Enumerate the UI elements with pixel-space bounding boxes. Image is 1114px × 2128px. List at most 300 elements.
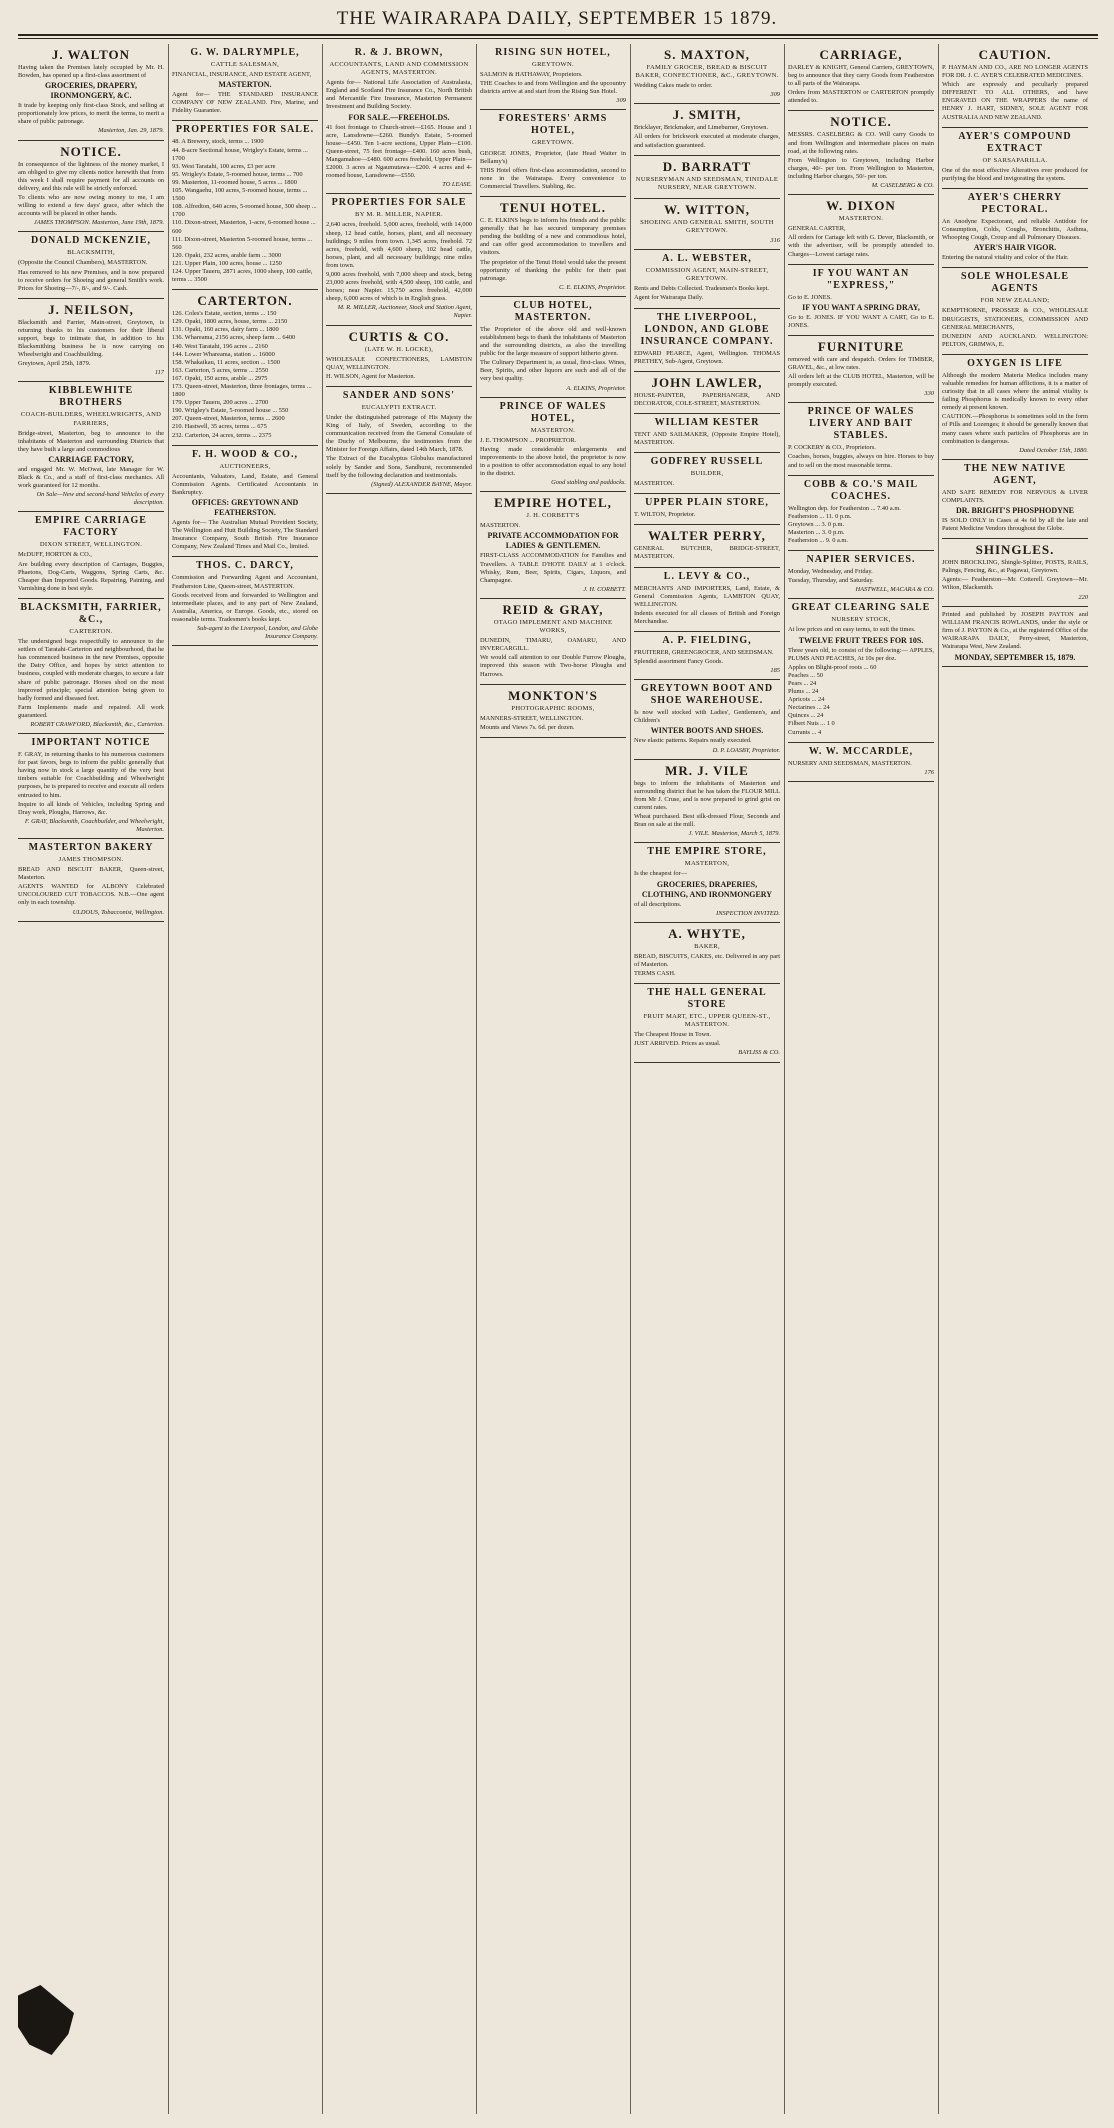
ad-body: Go to E. JONES. IF YOU WANT A CART, Go to E. JONES. (788, 313, 934, 329)
ad-subtitle: CARTERTON. (69, 627, 113, 635)
ad-title: IMPORTANT NOTICE (31, 737, 151, 749)
ad-heading: MASTERTON. (218, 80, 272, 90)
advertisement (634, 843, 780, 922)
ad-signature: 176 (924, 768, 934, 776)
ad-body: FRUITERER, GREENGROCER, AND SEEDSMAN. (634, 649, 774, 656)
column-divider (322, 44, 323, 2114)
ad-body: Monday, Wednesday, and Friday. (788, 568, 873, 576)
advertisement (480, 492, 626, 599)
advertisement (788, 403, 934, 475)
advertisement (788, 743, 934, 782)
ad-body: The proprietor of the Tenui Hotel would take the present opportunity of thanking the public for their past patronage. (480, 258, 626, 282)
ad-body: All orders left at the CLUB HOTEL, Masterton, will be promptly executed. (788, 373, 934, 389)
masthead-title: THE WAIRARAPA DAILY, SEPTEMBER 15 1879. (336, 8, 778, 29)
advertisement (18, 299, 164, 383)
ad-signature: On Sale—New and second-hand Vehicles of every description. (36, 491, 164, 507)
ad-price-list (788, 664, 934, 737)
masthead-rule-thin (18, 38, 1098, 39)
ad-body: JUST ARRIVED. Prices as usual. (634, 1040, 721, 1048)
ad-signature: Sub-agent to the Liverpool, London, and Globe Insurance Company. (196, 624, 318, 641)
ad-signature: TO LEASE. (442, 181, 472, 189)
ad-subtitle: DIXON STREET, WELLINGTON. (39, 541, 143, 549)
ad-body: From Wellington to Greytown, including Harbor charges, 40/- per ton. From Wellington to Masterton, including Harbor charges, 50/- per ton. (788, 156, 934, 180)
ad-signature: Dated October 15th, 1880. (1019, 446, 1088, 454)
advertisement (480, 599, 626, 685)
ad-title: A. P. FIELDING, (662, 635, 752, 646)
ad-list-item: 99. Masterton, 11-roomed house, 5 acres ... 1800 (172, 178, 297, 186)
advertisement (634, 680, 780, 759)
ad-subtitle: NURSERY STOCK, (831, 616, 891, 624)
ad-title: L. LEVY & CO., (663, 570, 751, 582)
ad-list-item: 110. Dixon-street, Masterton, 1-acre, 6-roomed house ... 600 (172, 219, 316, 235)
column-3 (326, 44, 472, 2118)
advertisement (634, 104, 780, 155)
ad-title: COBB & CO.'S MAIL COACHES. (803, 478, 919, 502)
ad-body: Three years old, to consist of the following:— APPLES, PLUMS AND PEACHES, At 10s per doz. (788, 646, 934, 662)
ad-body: At low prices and on easy terms, to suit the times. (788, 626, 916, 634)
ad-signature: 185 (770, 667, 780, 675)
ad-signature: BAYLISS & CO. (738, 1049, 780, 1057)
ad-title: J. NEILSON, (48, 301, 134, 317)
ad-subtitle: MASTERTON. (838, 215, 884, 223)
ad-subtitle: COMMISSION AGENT, MAIN-STREET, GREYTOWN. (645, 267, 769, 283)
ad-body: MESSRS. CASELBERG & CO. Will carry Goods to and from Wellington and intermediate places on main road, at the following rates. (788, 131, 934, 155)
ad-title: G. W. DALRYMPLE, (190, 47, 300, 58)
ad-list-item: 121. Upper Plain, 100 acres, house ... 1250 (172, 259, 282, 267)
ad-list-item: 44. 8-acre Sectional house, Wrigley's Estate, terms ... 1700 (172, 146, 308, 162)
ad-body: Is the cheapest for— (634, 870, 688, 878)
ad-signature: A. ELKINS, Proprietor. (566, 384, 626, 392)
ad-body: Accountants, Valuators, Land, Estate, and General Commission Agents. Certificated Accountants in Bankruptcy. (172, 472, 318, 496)
ad-list-item: 144. Lower Whareama, station ... 16000 (172, 350, 275, 358)
ad-title: EMPIRE HOTEL, (494, 495, 612, 511)
advertisement (788, 44, 934, 111)
ad-heading: WINTER BOOTS AND SHOES. (650, 726, 764, 736)
ad-body: Commission and Forwarding Agent and Accountant, Featherston Line, Queen-street, MASTERTON. (172, 574, 318, 590)
ad-heading: GROCERIES, DRAPERY, IRONMONGERY, &C. (44, 81, 138, 101)
ad-subtitle: CATTLE SALESMAN, (210, 61, 280, 68)
ad-body: New elastic patterns. Repairs neatly executed. (634, 737, 752, 745)
ad-title: AYER'S CHERRY PECTORAL. (967, 191, 1063, 215)
ad-signature: J. VILE. Masterton, March 5, 1879. (688, 830, 780, 838)
ad-list-item: 111. Dixon-street, Masterton 5-roomed house, terms ... 560 (172, 235, 313, 251)
advertisement (942, 460, 1088, 539)
ad-subtitle: EUCALYPTI EXTRACT. (361, 403, 437, 411)
ad-list-item: 207. Queen-street, Masterton, terms ... 2600 (172, 415, 285, 423)
ad-body: Tuesday, Thursday, and Saturday. (788, 577, 874, 585)
ad-subtitle: MASTERTON. (530, 426, 576, 434)
ad-body: Agents for— The Australian Mutual Provident Society, The Wellington and Hutt Building Society, The Standard Insurance Company, South British Fire Insurance Company, New Zealand Times and Mail Co., limited. (172, 519, 318, 551)
ad-body: TERMS CASH. (634, 969, 676, 977)
ad-body: GENERAL BUTCHER, BRIDGE-STREET, MASTERTON. (634, 545, 780, 561)
ad-body: An Anodyne Expectorant, and reliable Antidote for Consumption, Colds, Coughs, Bronchitis, Asthma, Whooping Cough, Croup and all Pulmonary Diseases. (942, 217, 1088, 242)
ad-list-item: 124. Upper Taueru, 2871 acres, 1000 sheep, 100 cattle, terms ... 3500 (172, 267, 313, 284)
ad-heading: GROCERIES, DRAPERIES, CLOTHING, AND IRONMONGERY (641, 879, 773, 899)
ad-subtitle: J. H. CORBETT'S (526, 512, 580, 520)
column-divider (476, 44, 477, 2114)
ad-title: S. MAXTON, (664, 47, 750, 62)
ad-subtitle: ACCOUNTANTS, LAND AND COMMISSION AGENTS, MASTERTON. (329, 61, 469, 77)
ad-signature: JAMES THOMPSON. Masterton, June 19th, 1879. (33, 219, 164, 227)
ad-body: Blacksmith and Farrier, Main-street, Greytown, is returning thanks to his customers for their liberal support, begs to intimate that, in addition to his Blacksmithing business he is now carrying on Wheelwright and Coachbuilding. (18, 318, 164, 359)
ad-body: IS SOLD ONLY in Cases at 4s 6d by all the late and Patent Medicine Vendors throughout the Globe. (942, 517, 1088, 533)
ad-signature: D. P. LOASBY, Proprietor. (712, 746, 780, 754)
ad-body: FIRST-CLASS ACCOMMODATION for Families and Travellers. A TABLE D'HOTE DAILY at 1 o'clock. Whisky, Rum, Beer, Spirits, Cigars, Liquors, and Champagne. (480, 552, 626, 584)
ad-body: removed with care and despatch. Orders for TIMBER, GRAVEL, &c., at low rates. (788, 355, 934, 371)
ad-body: To clients who are now owing money to me, I am willing to extend a few days' grace, after which the accounts will be placed in other hands. (18, 193, 164, 218)
ad-list-item: Peaches ... 50 (788, 671, 823, 679)
ad-body: MASTERTON. (634, 480, 675, 488)
ad-body: of all descriptions. (634, 900, 682, 908)
ad-list-item: 140. West Taratahi, 196 acres ... 2160 (172, 342, 268, 350)
ad-subtitle: MASTERTON, (684, 860, 730, 868)
column-4 (480, 44, 626, 2118)
ad-list-item: 108. Alfredton, 640 acres, 5-roomed house, 300 sheep ... 1700 (172, 203, 317, 219)
ad-title: THOS. C. DARCY, (196, 560, 294, 572)
ad-body: 41 foot frontage to Church-street—£165. House and 1 acre, Lansdowne—£260. Bundy's Estate, 5-roomed house—£450. Ten 1-acre sections, Upper Plain—£100. Queen-street, 75 feet frontage—£400. 160 acres bush, Mangamahoe—£480. 600 acres freehold, Upper Plain—£2000. 3 acres at Ngaumutawa—£200. 4 acres and 4-roomed house, Lansdowne—£550. (326, 123, 472, 180)
ad-body: KEMPTHORNE, PROSSER & CO., WHOLESALE DRUGGISTS, STATIONERS, COMMISSION AND GENERAL MERCHANTS, (942, 307, 1088, 331)
advertisement (18, 839, 164, 922)
advertisement (942, 539, 1088, 606)
ad-list-item: 120. Opaki, 232 acres, arable farm ... 3000 (172, 251, 282, 259)
ad-heading: OFFICES: GREYTOWN AND FEATHERSTON. (191, 498, 299, 518)
issue-date: MONDAY, SEPTEMBER 15, 1879. (954, 653, 1076, 663)
ad-body: Agents for— National Life Association of Australasia, England and Scotland Fire Insurance Co., North British and Mercantile Fire Insurance, Masterton Permanent Investment and Building Society. (326, 79, 472, 111)
ad-signature: Masterton, Jan. 29, 1879. (98, 127, 164, 135)
advertisement (942, 355, 1088, 460)
ad-list-item: Nectarines ... 24 (788, 704, 830, 712)
ad-list-item: Wellington dep. for Featherston ... 7.40 a.m. (788, 504, 901, 512)
ad-body: The Cheapest House in Town. (634, 1031, 711, 1039)
ad-subtitle: FAMILY GROCER, BREAD & BISCUIT BAKER, CONFECTIONER, &C., GREYTOWN. (635, 64, 779, 80)
ad-body: Farm Implements made and repaired. All work guaranteed. (18, 703, 164, 719)
ad-subtitle: GREYTOWN. (532, 139, 574, 147)
ad-title: KIBBLEWHITE BROTHERS (48, 385, 134, 409)
ad-body: begs to inform the inhabitants of Masterton and surrounding district that he has taken the FLOUR MILL from Mr J. Cruse, and is now prepared to grind grist on current rates. (634, 779, 780, 811)
ad-title: UPPER PLAIN STORE, (645, 497, 769, 509)
ad-list-item: Greytown ... 3. 0 p.m. (788, 520, 845, 528)
advertisement (634, 453, 780, 494)
advertisement (18, 734, 164, 839)
ad-title: WILLIAM KESTER (654, 416, 760, 428)
ad-body: THIS Hotel offers first-class accommodation, second to none in the Wairarapa. Every convenience to Commercial Travellers. Stabling, &c. (480, 166, 626, 190)
ad-list-item: Pears ... 24 (788, 679, 817, 687)
ad-body: Goods received from and forwarded to Wellington and intermediate places, and to any part of New Zealand, Australia, America, or Europe. Goods, etc., stored on reasonable terms. Tradesmen's books kept. (172, 591, 318, 623)
ad-subtitle: PHOTOGRAPHIC ROOMS, (511, 704, 595, 712)
ad-signature: C. E. ELKINS, Proprietor. (558, 283, 626, 291)
ad-list-item: 131. Opaki, 160 acres, dairy farm ... 1800 (172, 326, 279, 334)
advertisement (942, 189, 1088, 268)
ad-title: NOTICE. (60, 143, 122, 159)
ad-body: MERCHANTS AND IMPORTERS, Land, Estate, & General Commission Agents, LAMBTON QUAY, WELLINGTON. (634, 584, 780, 608)
ad-body: Coaches, horses, buggies, always on hire. Horses to buy and to sell on the most reasonable terms. (788, 453, 934, 469)
ad-body: Splendid assortment Fancy Goods. (634, 658, 724, 666)
ad-subtitle: NURSERYMAN AND SEEDSMAN, TINIDALE NURSERY, NEAR GREYTOWN. (635, 175, 779, 191)
column-divider (630, 44, 631, 2114)
ad-body: (Opposite the Council Chambers), MASTERTON. (18, 259, 148, 267)
column-2 (172, 44, 318, 2118)
ad-title: CARTERTON. (197, 293, 293, 309)
ad-price-list (788, 505, 934, 545)
ad-body: J. E. THOMPSON ... PROPRIETOR. (480, 436, 577, 444)
ad-title: JOHN LAWLER, (651, 374, 763, 390)
advertisement (942, 128, 1088, 189)
ad-title: W. DIXON (826, 198, 896, 214)
ad-title: MONKTON'S (508, 687, 598, 703)
advertisement (634, 156, 780, 199)
ad-title: SOLE WHOLESALE AGENTS (960, 271, 1070, 295)
ad-body: P. COCKERY & CO., Proprietors. (788, 444, 876, 452)
ad-signature: 309 (770, 91, 780, 99)
ad-signature: (Signed) ALEXANDER BAYNE, Mayor. (371, 480, 472, 488)
ad-body: GENERAL CARTER, (788, 225, 846, 233)
ad-signature: 117 (154, 369, 164, 377)
ad-title: THE LIVERPOOL, LONDON, AND GLOBE INSURANCE COMPANY. (640, 311, 774, 347)
ad-price-list (172, 310, 318, 440)
ad-signature: M. R. MILLER, Auctioneer, Stock and Station Agent, Napier. (337, 304, 472, 320)
advertisement (480, 297, 626, 398)
advertisement (18, 141, 164, 233)
ad-title: NOTICE. (830, 114, 892, 130)
ad-body: HOUSE-PAINTER, PAPERHANGER, AND DECORATOR, COLE-STREET, MASTERTON. (634, 391, 780, 407)
ad-heading: CARRIAGE FACTORY, (48, 454, 134, 464)
ad-title: AYER'S COMPOUND EXTRACT (958, 130, 1072, 154)
ad-list-item: 210. Hastwell, 35 acres, terms ... 675 (172, 423, 267, 431)
ad-title: GODFREY RUSSELL (650, 456, 764, 468)
ad-body: FINANCIAL, INSURANCE, AND ESTATE AGENT, (172, 71, 312, 79)
ad-subtitle: GREYTOWN. (532, 61, 574, 68)
ad-title: CAUTION. (978, 47, 1052, 62)
ad-subtitle: COACH-BUILDERS, WHEELWRIGHTS, AND FARRIERS, (20, 411, 162, 427)
advertisement (18, 512, 164, 599)
ad-list-item: 167. Opaki, 150 acres, arable ... 2975 (172, 374, 268, 382)
ad-body: CAUTION.—Phosphorus is sometimes sold in the form of Pills and Lozenges; it should be generally known that many cases where such particles of Phosphorus are in combination is dangerous. (942, 413, 1088, 445)
ad-signature: ULDOUS, Tobacconist, Wellington. (72, 908, 164, 916)
ad-body: Mounts and Views 7s. 6d. per dozen. (480, 723, 575, 731)
ad-subtitle: (LATE W. H. LOCKE), (364, 345, 434, 353)
advertisement (634, 525, 780, 567)
ad-subtitle: FRUIT MART, ETC., UPPER QUEEN-ST., MASTERTON. (643, 1013, 771, 1029)
advertisement (788, 195, 934, 264)
ad-list-item: 232. Carterton, 24 acres, terms ... 2375 (172, 431, 272, 439)
ad-list-item: 95. Wrigley's Estate, 5-roomed house, terms ... 700 (172, 170, 303, 178)
ad-signature: F. GRAY, Blacksmith, Coachbuilder, and Wheelwright, Masterton. (24, 817, 164, 833)
column-divider (784, 44, 785, 2114)
ad-title: SANDER AND SONS' (342, 389, 456, 401)
ad-list-item: Currants ... 4 (788, 728, 822, 736)
ad-body: Agent for Wairarapa Daily. (634, 294, 704, 302)
ad-title: THE NEW NATIVE AGENT, (964, 462, 1066, 486)
ad-signature: M. CASELBERG & CO. (871, 182, 934, 190)
ad-subtitle: BLACKSMITH, (67, 249, 115, 257)
ad-title: W. W. MCCARDLE, (808, 745, 914, 757)
ad-list-item: Plums ... 24 (788, 688, 819, 696)
ad-title: F. H. WOOD & CO., (192, 448, 298, 460)
ad-subtitle: SHOEING AND GENERAL SMITH, SOUTH GREYTOWN. (640, 218, 774, 234)
ad-title: PROPERTIES FOR SALE. (175, 124, 315, 136)
ad-list-item: 126. Coles's Estate, section, terms ... 150 (172, 310, 277, 318)
advertisement (480, 110, 626, 197)
ad-signature: 330 (924, 390, 934, 398)
ad-signature: J. H. CORBETT. (583, 585, 626, 593)
advertisement (18, 382, 164, 512)
ad-body: C. E. ELKINS begs to inform his friends and the public generally that he has secured temporary premises pending the building of a new and commodious hotel, and can offer good accommodation to travellers and visitors. (480, 217, 626, 257)
ad-list-item: 105. Wangaehu, 100 acres, 5-roomed house, terms ... 1500 (172, 187, 308, 203)
ad-subtitle: BUILDER, (690, 470, 724, 478)
ad-signature: 316 (770, 237, 780, 245)
ad-list-item: 93. West Taratahi, 100 acres, £3 per acre (172, 162, 276, 170)
ad-list-item: Filbert Nuts ... 1 0 (788, 720, 835, 728)
ad-list-item: Apples on Blight-proof roots ... 60 (788, 663, 877, 671)
advertisement (480, 44, 626, 110)
advertisement (788, 476, 934, 551)
ad-body: DARLEY & KNIGHT, General Carriers, GREYTOWN, beg to announce that they carry Goods from Featherston to all parts of the Wairarapa. (788, 64, 934, 88)
ad-body: T. WILTON, Proprietor. (634, 511, 696, 519)
ad-title: J. SMITH, (672, 107, 742, 123)
ad-body: Are building every description of Carriages, Buggies, Phaetons, Dog-Carts, Waggons, Spring Carts, &c. Cheaper than Imported Goods. Repairing, Painting, and Varnishing done in best style. (18, 560, 164, 592)
advertisement (480, 398, 626, 493)
advertisement (480, 197, 626, 297)
ad-title: TENUI HOTEL. (500, 200, 606, 216)
advertisement (172, 290, 318, 446)
column-5 (634, 44, 780, 2118)
ad-body: Wedding Cakes made to order. (634, 82, 713, 90)
ad-body: Go to E. JONES. (788, 293, 832, 301)
ad-body: Under the distinguished patronage of His Majesty the King of Italy, of Sweden, according to the communication received from the General Consulate of the Duchy of Melbourne, the testimonies from the Minister for Foreign Affairs, dated 14th March, 1878. (326, 414, 472, 454)
ad-body: NURSERY AND SEEDSMAN, MASTERTON. (788, 759, 912, 767)
ad-title: CARRIAGE, (819, 47, 903, 62)
ad-body: The undersigned begs respectfully to announce to the settlers of Taratahi-Carterton and neighbourhood, that he has commenced business in the new Premises, opposite the Dairy Office, and hopes by strict attention to business, coupled with moderate charges, to secure a fair share of public patronage. Horses shod on the most improved principle; special attention being given to badly formed and diseased feet. (18, 638, 164, 702)
ad-body: F. GRAY, in returning thanks to his numerous customers for past favors, begs to inform the public generally that having now in stock a large quantity of the very best timbers suitable for Coachbuilding and Wheelwright purposes, he is prepared to receive and execute all orders entrusted to him. (18, 751, 164, 799)
ad-body: GEORGE JONES, Proprietor, (late Head Waiter in Bellamy's) (480, 149, 626, 165)
ad-body: MANNERS-STREET, WELLINGTON. (480, 714, 584, 722)
column-divider (938, 44, 939, 2114)
ad-list-item: Quinces ... 24 (788, 712, 824, 720)
ad-title: DONALD MCKENZIE, (31, 235, 151, 247)
ad-body: Wheat purchased. Best silk-dressed Flour, Seconds and Bran on sale at the mill. (634, 813, 780, 829)
ad-heading: DR. BRIGHT'S PHOSPHODYNE (955, 506, 1074, 515)
ad-body: Inquire to all kinds of Vehicles, including Spring and Dray work, Ploughs, Harrows, &c. (18, 800, 164, 816)
ad-title: PROPERTIES FOR SALE (331, 197, 467, 209)
ad-body: In consequence of the lightness of the money market, I am obliged to give my clients notice herewith that from this week I shall require payment for all accounts on delivery, and this rule will be strictly enforced. (18, 160, 164, 192)
ad-body: Agents:— Featherston—Mr. Cotterell. Greytown—Mr. Wilton, Blacksmith. (942, 576, 1088, 592)
ad-body: BREAD AND BISCUIT BAKER, Queen-street, Masterton. (18, 866, 164, 882)
column-1 (18, 44, 164, 2118)
ad-signature: Good stabling and paddocks. (551, 479, 626, 487)
ad-title: FORESTERS' ARMS HOTEL, (498, 113, 608, 137)
ad-subtitle: JAMES THOMPSON. (58, 856, 124, 863)
ad-body: The Proprietor of the above old and well-known establishment begs to thank the inhabitants of Masterton and the surrounding districts, as also the travelling public for the large measure of support hitherto given. (480, 325, 626, 358)
ad-body: The Extract of the Eucalyptus Globulus manufactured solely by Sander and Sons, Sandhurst, recommended itself by the following declaration and testimonials. (326, 455, 472, 479)
ad-body: The Culinary Department is, as usual, first-class. Wines, Beer, Spirits, and other liquors are such and all of the very best quality. (480, 359, 626, 383)
ad-title: FURNITURE (817, 338, 905, 354)
advertisement (326, 387, 472, 494)
ad-heading: FOR SALE.—FREEHOLDS. (348, 112, 450, 122)
imprint-text: Printed and published by JOSEPH PAYTON and WILLIAM FRANCIS ROWLANDS, under the style or firm of J. PAYTON & Co., at the registered Office of the WAIRARAPA DAILY, Perry-street, Masterton, Wairarapa West, New Zealand. (942, 610, 1088, 651)
advertisement (788, 551, 934, 599)
ad-list-item: 129. Opaki, 1800 acres, house, terms ... 2150 (172, 318, 288, 326)
ad-heading: TWELVE FRUIT TREES FOR 10S. (798, 635, 924, 645)
ad-body: P. HAYMAN AND CO., ARE NO LONGER AGENTS FOR DR. J. C. AYER'S CELEBRATED MEDICINES. (942, 64, 1088, 80)
ad-list-item: Apricots ... 24 (788, 696, 825, 704)
ad-body: Has removed to his new Premises, and is now prepared to receive orders for Shoeing and general Smith's work. Prices for Shoeing—7/-, 8/-, and 9/-. Cash. (18, 268, 164, 292)
advertisement (18, 44, 164, 141)
ad-body: All orders for Cartage left with G. Dever, Blacksmith, or with the advertiser, will be promptly attended to. Charges—Lowest cartage rates. (788, 234, 934, 258)
ad-list-item: 173. Queen-street, Masterton, three frontages, terms ... 1800 (172, 383, 312, 399)
ad-body: H. WILSON, Agent for Masterton. (326, 372, 416, 380)
ad-body: Rents and Debts Collected. Tradesmen's Books kept. (634, 285, 769, 293)
ad-signature: 220 (1078, 593, 1088, 601)
ad-title: PRINCE OF WALES HOTEL, (499, 400, 607, 424)
advertisement (942, 44, 1088, 128)
ad-title: W. WITTON, (664, 201, 750, 217)
advertisement (634, 494, 780, 525)
advertisement (634, 414, 780, 453)
ad-title: EMPIRE CARRIAGE FACTORY (35, 515, 147, 539)
advertisement (788, 336, 934, 403)
ad-title: REID & GRAY, (502, 601, 604, 617)
ad-body: TENT AND SAILMAKER, (Opposite Empire Hotel), MASTERTON. (634, 430, 780, 446)
ad-title: RISING SUN HOTEL, (495, 47, 611, 58)
ad-title: CLUB HOTEL, MASTERTON. (513, 299, 593, 323)
ad-subtitle: OTAGO IMPLEMENT AND MACHINE WORKS, (493, 618, 613, 635)
ad-list-item: Featherston ... 11. 0 p.m. (788, 512, 852, 520)
ad-body: EDWARD PEARCE, Agent, Wellington. THOMAS PRETHEY, Sub-Agent, Greytown. (634, 349, 780, 365)
masthead-rule (18, 34, 1098, 36)
ad-subtitle: FOR NEW ZEALAND; (980, 297, 1050, 305)
ad-list-item: Featherston ... 9. 0 a.m. (788, 537, 848, 544)
ad-body: Bridge-street, Masterton, beg to announce to the inhabitants of Masterton and surrounding Districts that they have built a large and commodious (18, 429, 164, 453)
advertisement (634, 984, 780, 1062)
advertisement (634, 250, 780, 308)
column-7 (942, 44, 1088, 2118)
ad-body: Bricklayer, Brickmaker, and Limeburner, Greytown. (634, 124, 769, 132)
ad-title: A. WHYTE, (668, 925, 746, 941)
column-6 (788, 44, 934, 2118)
imprint-footer (942, 607, 1088, 668)
ad-title: MR. J. VILE (665, 762, 749, 778)
ad-body: McDUFF, HORTON & CO., (18, 551, 92, 559)
ad-body: Orders from MASTERTON or CARTERTON promptly attended to. (788, 89, 934, 105)
advertisement (172, 44, 318, 121)
ad-body: Entering the natural vitality and color of the Hair. (942, 254, 1069, 262)
ad-body: 2,640 acres, freehold. 5,000 acres, freehold, with 14,000 sheep, 12 head cattle, horses, plant, and all necessary buildings; 9 miles from town. 1,345 acres, freehold. 72 acres, freehold, with 4,600 sheep, 102 head cattle, horses, plant, and all necessary buildings; nine miles from town. (326, 221, 472, 269)
ad-body: Which are expressly and peculiarly prepared DIFFERENT TO ALL OTHERS, and have ENGRAVED ON THE WRAPPERS the name of HENRY J. HART, SIDNEY, SOLE AGENT FOR AUSTRALIA AND NEW ZEALAND. (942, 81, 1088, 121)
ad-body: AGENTS WANTED for ALBONY Celebrated UNCOLOURED CUT TOBACCOS. N.B.—One agent only in each township. (18, 883, 164, 907)
ad-body: JOHN BROCKLING, Shingle-Splitter, POSTS, RAILS, Palings, Fencing, &c., at Pagawai, Greytown. (942, 559, 1088, 575)
ad-heading: PRIVATE ACCOMMODATION FOR LADIES & GENTLEMEN. (487, 531, 619, 551)
ad-body: We would call attention to our Double Furrow Ploughs, improved this season with Two-horse Ploughs and Harrows. (480, 654, 626, 678)
ad-signature: HASTWELL, MACARA & CO. (855, 586, 934, 594)
advertisement (634, 309, 780, 372)
advertisement (480, 685, 626, 738)
ad-body: MASTERTON. (480, 522, 521, 530)
advertisement (172, 557, 318, 646)
advertisement (326, 194, 472, 325)
ad-title: MASTERTON BAKERY (28, 842, 154, 853)
ad-list-item: Masterton ... 3. 0 p.m. (788, 528, 845, 536)
advertisement (172, 121, 318, 290)
ad-title: THE EMPIRE STORE, (647, 846, 767, 858)
ad-subtitle: AUCTIONEERS, (219, 462, 271, 470)
ad-body: Although the modern Materia Medica includes many valuable remedies for human afflictions, it is a matter of curiosity that in all cases where the animal vitality is failing Phosphorus is medically known to every other remedy at present known. (942, 371, 1088, 412)
ad-title: D. BARRATT (662, 158, 752, 174)
ad-body: and engaged Mr. W. McOwat, late Manager for W. Black & Co., and a staff of first-class mechanics. All work guaranteed for 12 months. (18, 465, 164, 490)
ad-body: BREAD, BISCUITS, CAKES, etc. Delivered in any part of Masterton. (634, 952, 780, 968)
ad-body: AND SAFE REMEDY FOR NERVOUS & LIVER COMPLAINTS. (942, 488, 1088, 504)
advertisement (634, 923, 780, 984)
advertisement (18, 232, 164, 298)
